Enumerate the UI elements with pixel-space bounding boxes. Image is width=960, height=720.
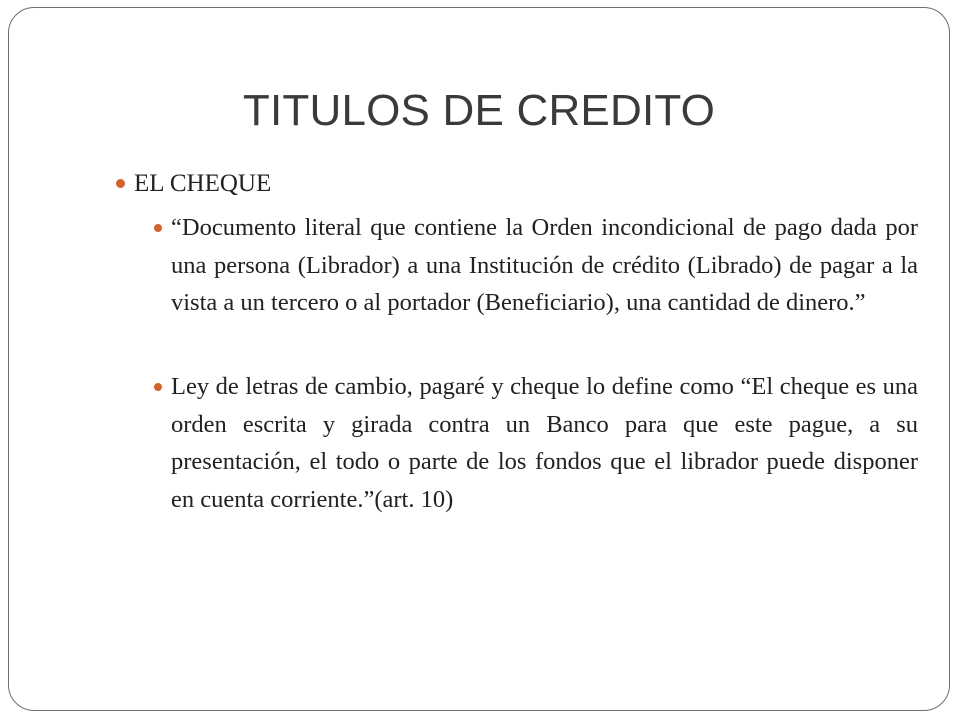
bullet-text: EL CHEQUE	[134, 170, 272, 197]
bullet-dot-icon	[154, 383, 162, 391]
sub-bullet-law	[154, 368, 918, 518]
sub-bullet-text: Ley de letras de cambio, pagaré y cheque lo define como “El cheque es una orden escrita y girada contra un Banco para que este pague, a su presentación, el todo o parte de los fondos que el librador puede disponer en cuenta corriente.”(art. 10)	[171, 373, 918, 513]
bullet-dot-icon	[154, 224, 162, 232]
sub-bullet-definition	[154, 209, 918, 322]
slide-frame	[8, 7, 950, 711]
bullet-dot-icon	[116, 179, 125, 188]
sub-bullet-text: “Documento literal que contiene la Orden incondicional de pago dada por una persona (Librador) a una Institución de crédito (Librado) de pagar a la vista a un tercero o al portador (Beneficiario), una cantidad de dinero.”	[171, 214, 918, 316]
slide-title: TITULOS DE CREDITO	[242, 86, 716, 135]
